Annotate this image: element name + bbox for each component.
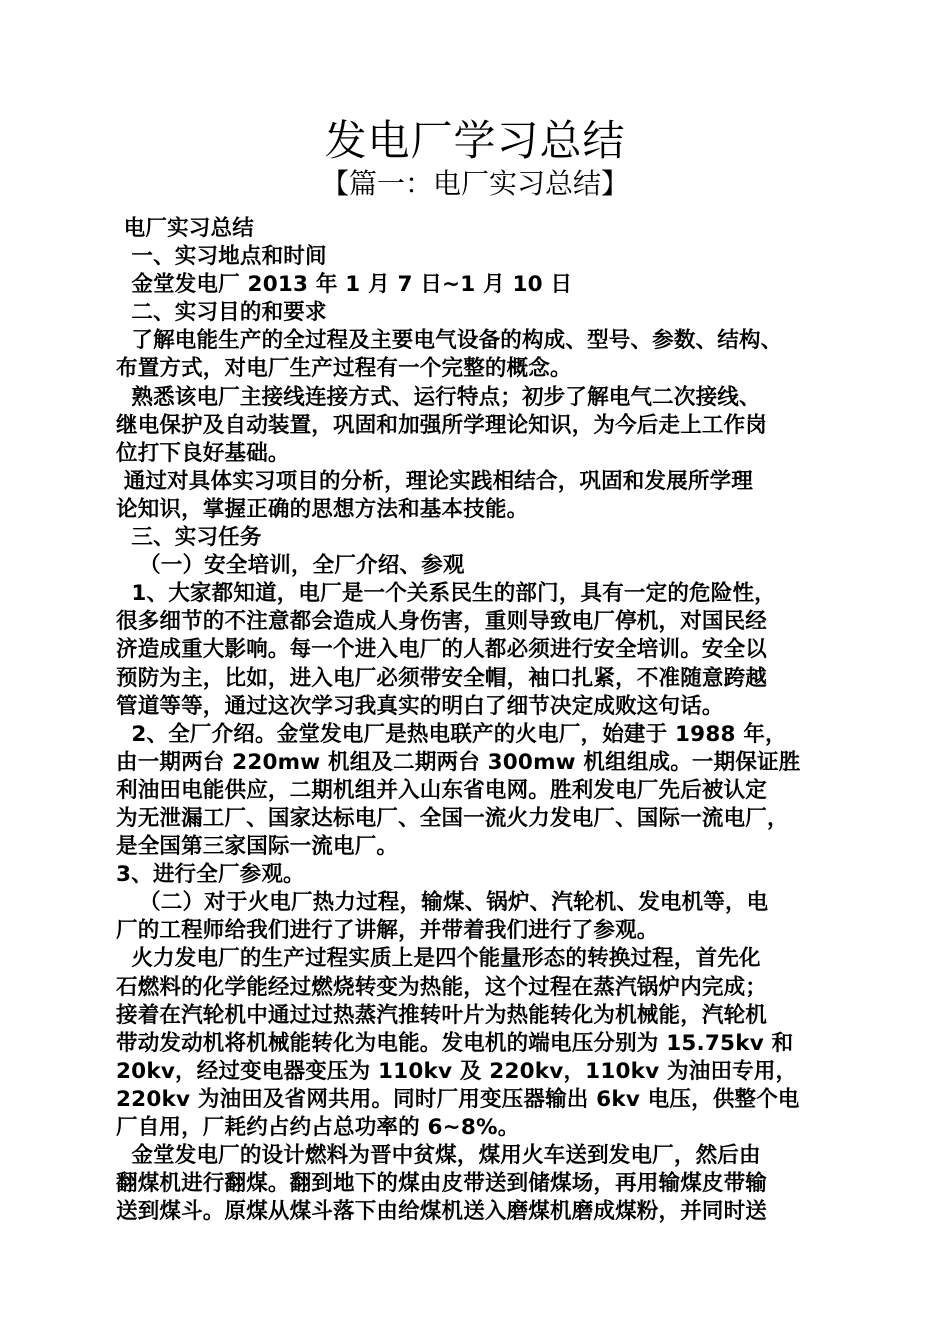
body-line: 3、进行全厂参观。 — [116, 862, 305, 888]
body-line: 济造成重大影响。每一个进入电厂的人都必须进行安全培训。安全以 — [116, 637, 768, 663]
body-line: 通过对具体实习项目的分析，理论实践相结合，巩固和发展所学理 — [116, 468, 753, 494]
body-line: 接着在汽轮机中通过过热蒸汽推转叶片为热能转化为机械能，汽轮机 — [116, 1002, 768, 1028]
body-line: 位打下良好基础。 — [116, 440, 290, 466]
body-line: 翻煤机进行翻煤。翻到地下的煤由皮带送到储煤场，再用输煤皮带输 — [116, 1171, 768, 1197]
body-line: （二）对于火电厂热力过程，输煤、锅炉、汽轮机、发电机等，电 — [116, 890, 769, 916]
body-line: 很多细节的不注意都会造成人身伤害，重则导致电厂停机，对国民经 — [116, 609, 768, 635]
body-line: 预防为主，比如，进入电厂必须带安全帽，袖口扎紧，不准随意跨越 — [116, 665, 768, 691]
body-line: 送到煤斗。原煤从煤斗落下由给煤机送入磨煤机磨成煤粉，并同时送 — [116, 1199, 768, 1225]
body-line: 石燃料的化学能经过燃烧转变为热能，这个过程在蒸汽锅炉内完成； — [116, 974, 768, 1000]
body-line: 金堂发电厂 2013 年 1 月 7 日~1 月 10 日 — [116, 272, 573, 298]
body-line: 二、实习目的和要求 — [116, 300, 327, 326]
body-line: 火力发电厂的生产过程实质上是四个能量形态的转换过程，首先化 — [116, 946, 761, 972]
document-title: 发电厂学习总结 — [324, 116, 626, 165]
body-line: 带动发动机将机械能转化为电能。发电机的端电压分别为 15.75kv 和 — [116, 1030, 794, 1056]
body-line: 了解电能生产的全过程及主要电气设备的构成、型号、参数、结构、 — [116, 328, 783, 354]
body-line: 管道等等，通过这次学习我真实的明白了细节决定成败这句话。 — [116, 693, 724, 719]
body-line: 2、全厂介绍。金堂发电厂是热电联产的火电厂，始建于 1988 年， — [116, 721, 787, 747]
body-line: 熟悉该电厂主接线连接方式、运行特点；初步了解电气二次接线、 — [116, 384, 761, 410]
body-line: 是全国第三家国际一流电厂。 — [116, 834, 399, 860]
body-line: （一）安全培训，全厂介绍、参观 — [116, 553, 465, 579]
body-line: 利油田电能供应，二期机组并入山东省电网。胜利发电厂先后被认定 — [116, 777, 768, 803]
body-line: 20kv，经过变电器变压为 110kv 及 220kv，110kv 为油田专用， — [116, 1058, 798, 1084]
body-line: 为无泄漏工厂、国家达标电厂、全国一流火力发电厂、国际一流电厂， — [116, 805, 789, 831]
document-body — [116, 215, 851, 1226]
body-line: 由一期两台 220mw 机组及二期两台 300mw 机组组成。一期保证胜 — [116, 749, 801, 775]
document-subtitle: 【篇一：电厂实习总结】 — [320, 167, 629, 200]
body-line: 继电保护及自动装置，巩固和加强所学理论知识，为今后走上工作岗 — [116, 412, 768, 438]
body-line: 220kv 为油田及省网共用。同时厂用变压器输出 6kv 电压，供整个电 — [116, 1086, 800, 1112]
body-line: 厂的工程师给我们进行了讲解，并带着我们进行了参观。 — [116, 918, 659, 944]
body-line: 厂自用，厂耗约占约占总功率的 6~8%。 — [116, 1115, 520, 1140]
body-line: 布置方式，对电厂生产过程有一个完整的概念。 — [116, 356, 572, 382]
body-line: 电厂实习总结 — [116, 216, 254, 241]
body-line: 1、大家都知道，电厂是一个关系民生的部门，具有一定的危险性， — [116, 581, 776, 607]
body-line: 金堂发电厂的设计燃料为晋中贫煤，煤用火车送到发电厂，然后由 — [116, 1143, 761, 1169]
body-line: 一、实习地点和时间 — [116, 244, 327, 270]
body-line: 论知识，掌握正确的思想方法和基本技能。 — [116, 496, 529, 522]
body-line: 三、实习任务 — [116, 525, 262, 551]
